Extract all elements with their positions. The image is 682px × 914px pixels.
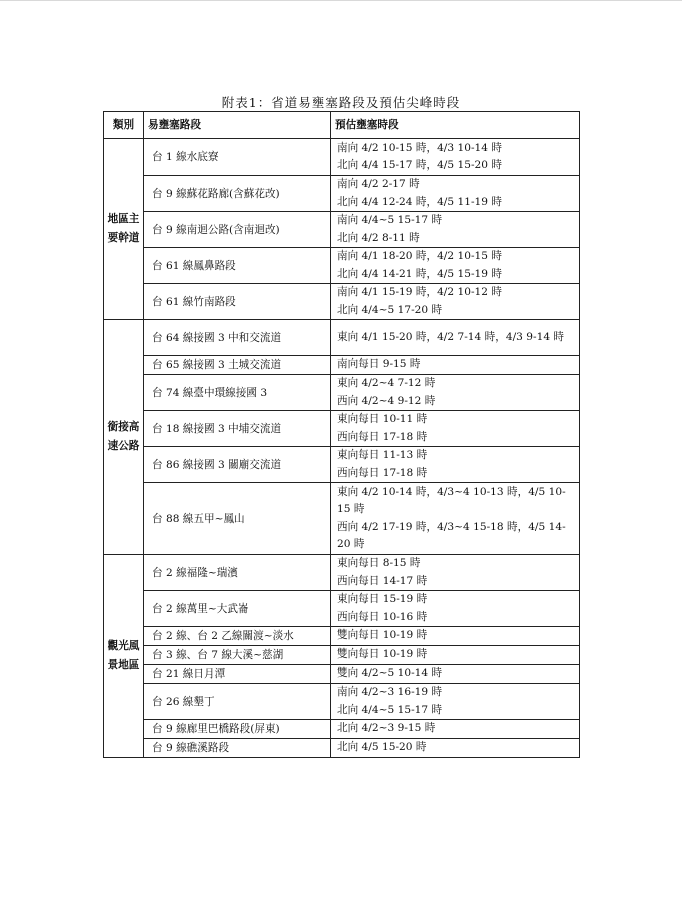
congestion-table — [103, 111, 580, 758]
peak-line: 東向每日 15-19 時 — [337, 593, 428, 605]
table-row — [104, 248, 580, 284]
peak-cell — [331, 684, 580, 720]
peak-line: 南向 4/4~5 15-17 時 — [337, 214, 443, 226]
peak-line: 東向每日 8-15 時 — [337, 557, 421, 569]
peak-cell — [331, 139, 580, 176]
route-cell: 台 65 線接國 3 土城交流道 — [144, 356, 331, 375]
peak-line: 南向 4/1 15-19 時，4/2 10-12 時 — [337, 286, 502, 298]
table-row — [104, 139, 580, 176]
route-header: 易壅塞路段 — [144, 112, 331, 139]
peak-header: 預估壅塞時段 — [331, 112, 580, 139]
table-row — [104, 447, 580, 483]
peak-cell — [331, 176, 580, 212]
route-cell: 台 9 線礁溪路段 — [144, 739, 331, 758]
category-cell: 觀光風景地區 — [104, 555, 144, 758]
table-row — [104, 591, 580, 627]
peak-line: 東向 4/1 15-20 時，4/2 7-14 時，4/3 9-14 時 — [337, 330, 565, 343]
peak-line: 西向 4/2~4 9-12 時 — [337, 394, 436, 407]
table-row — [104, 720, 580, 739]
page-top-border — [0, 0, 682, 1]
route-cell: 台 9 線廊里巴橋路段(屏東) — [144, 720, 331, 739]
peak-cell — [331, 411, 580, 447]
peak-line: 東向每日 11-13 時 — [337, 449, 428, 461]
table-row — [104, 665, 580, 684]
table-row — [104, 375, 580, 411]
route-cell: 台 61 線鳳鼻路段 — [144, 248, 331, 284]
route-cell: 台 2 線萬里~大武崙 — [144, 591, 331, 627]
peak-line: 南向 4/2~3 16-19 時 — [337, 686, 443, 698]
table-row — [104, 176, 580, 212]
peak-line: 雙向每日 10-19 時 — [337, 629, 428, 642]
peak-line: 北向 4/2~3 9-15 時 — [337, 722, 436, 735]
peak-line: 北向 4/4 12-24 時，4/5 11-19 時 — [337, 195, 502, 208]
table-row — [104, 356, 580, 375]
route-cell: 台 9 線南迴公路(含南迴改) — [144, 212, 331, 248]
table-row — [104, 320, 580, 356]
table-row — [104, 212, 580, 248]
route-cell: 台 88 線五甲~鳳山 — [144, 483, 331, 555]
peak-line: 北向 4/4 14-21 時，4/5 15-19 時 — [337, 267, 502, 280]
route-cell: 台 2 線福隆~瑞濱 — [144, 555, 331, 591]
header-row — [104, 112, 580, 139]
peak-line: 北向 4/4 15-17 時，4/5 15-20 時 — [337, 159, 502, 171]
peak-cell — [331, 739, 580, 758]
peak-cell — [331, 646, 580, 665]
table-row — [104, 646, 580, 665]
route-cell: 台 61 線竹南路段 — [144, 284, 331, 320]
table-row — [104, 411, 580, 447]
route-cell: 台 1 線水底寮 — [144, 139, 331, 176]
peak-line: 東向每日 10-11 時 — [337, 413, 428, 425]
route-cell: 台 64 線接國 3 中和交流道 — [144, 320, 331, 356]
table-row — [104, 684, 580, 720]
peak-line: 南向 4/2 2-17 時 — [337, 178, 420, 190]
peak-line: 東向 4/2~4 7-12 時 — [337, 377, 436, 389]
peak-cell — [331, 720, 580, 739]
table-row — [104, 555, 580, 591]
table-row — [104, 627, 580, 646]
peak-line: 南向 4/2 10-15 時，4/3 10-14 時 — [337, 141, 502, 154]
peak-line: 西向每日 14-17 時 — [337, 574, 428, 587]
category-cell: 銜接高速公路 — [104, 320, 144, 555]
category-header: 類別 — [104, 112, 144, 139]
peak-line: 雙向 4/2~5 10-14 時 — [337, 667, 443, 680]
table-row — [104, 483, 580, 555]
peak-line: 雙向每日 10-19 時 — [337, 648, 428, 661]
peak-cell — [331, 555, 580, 591]
peak-line: 北向 4/4~5 15-17 時 — [337, 703, 443, 716]
peak-line: 南向 4/1 18-20 時，4/2 10-15 時 — [337, 250, 502, 262]
peak-line: 北向 4/4~5 17-20 時 — [337, 303, 443, 316]
route-cell: 台 2 線、台 2 乙線關渡~淡水 — [144, 627, 331, 646]
peak-cell — [331, 375, 580, 411]
peak-line: 西向每日 17-18 時 — [337, 466, 428, 479]
route-cell: 台 21 線日月潭 — [144, 665, 331, 684]
route-cell: 台 9 線蘇花路廊(含蘇花改) — [144, 176, 331, 212]
table-row — [104, 739, 580, 758]
peak-line: 南向每日 9-15 時 — [337, 358, 421, 371]
peak-cell — [331, 212, 580, 248]
route-cell: 台 3 線、台 7 線大溪~慈湖 — [144, 646, 331, 665]
peak-line: 西向每日 10-16 時 — [337, 610, 428, 623]
peak-cell — [331, 483, 580, 555]
peak-line: 北向 4/2 8-11 時 — [337, 231, 420, 244]
peak-cell — [331, 248, 580, 284]
table-row — [104, 284, 580, 320]
peak-cell — [331, 627, 580, 646]
route-cell: 台 74 線臺中環線接國 3 — [144, 375, 331, 411]
peak-cell — [331, 447, 580, 483]
route-cell: 台 18 線接國 3 中埔交流道 — [144, 411, 331, 447]
route-cell: 台 86 線接國 3 關廟交流道 — [144, 447, 331, 483]
route-cell: 台 26 線墾丁 — [144, 684, 331, 720]
peak-cell — [331, 356, 580, 375]
peak-line: 北向 4/5 15-20 時 — [337, 741, 427, 754]
peak-cell — [331, 665, 580, 684]
peak-line: 東向 4/2 10-14 時，4/3~4 10-13 時，4/5 10-15 時 — [337, 485, 566, 515]
table-title: 附表1：省道易壅塞路段及預估尖峰時段 — [221, 95, 461, 110]
peak-line: 西向 4/2 17-19 時，4/3~4 15-18 時，4/5 14-20 時 — [337, 520, 566, 550]
peak-cell — [331, 591, 580, 627]
peak-line: 西向每日 17-18 時 — [337, 430, 428, 443]
peak-cell — [331, 320, 580, 356]
peak-cell — [331, 284, 580, 320]
category-cell: 地區主要幹道 — [104, 139, 144, 320]
